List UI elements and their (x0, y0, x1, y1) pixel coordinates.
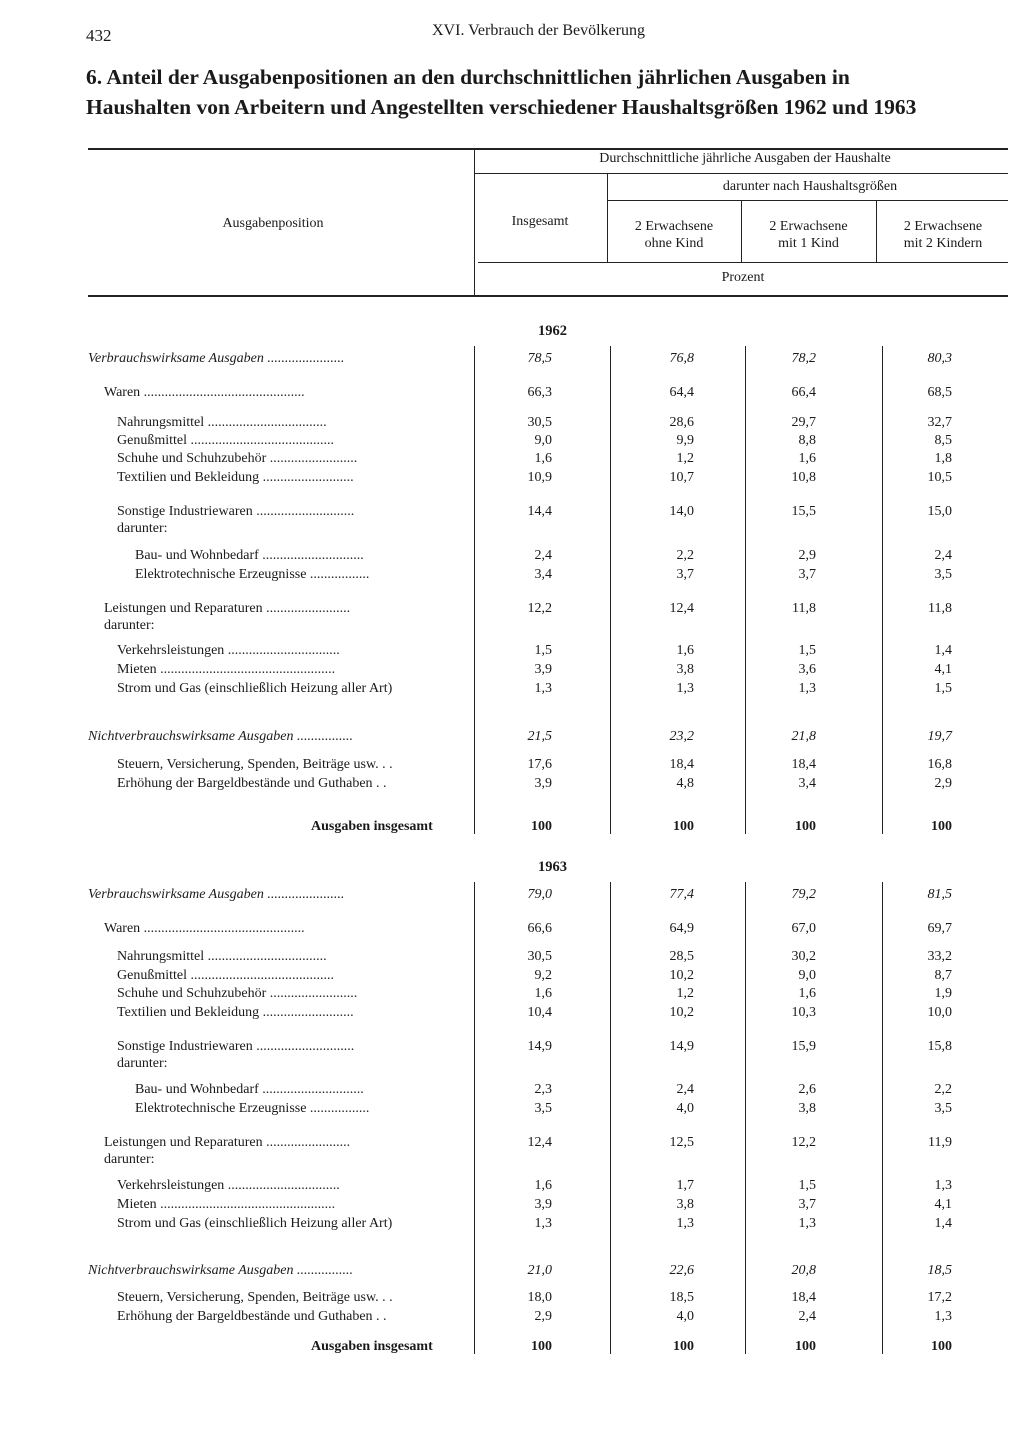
row-label: Nichtverbrauchswirksame Ausgaben ................ (88, 1263, 353, 1278)
row-value: 1,6 (534, 1178, 552, 1193)
row-label: Mieten .................................................. (117, 1197, 336, 1212)
row-value: 10,2 (669, 1005, 694, 1020)
table-row (86, 432, 986, 450)
table-row (86, 642, 986, 660)
table-row (86, 414, 986, 432)
group-header: Durchschnittliche jährliche Ausgaben der Haushalte (599, 151, 891, 166)
row-value: 12,2 (527, 601, 552, 616)
table-row (86, 775, 986, 793)
row-value: 4,0 (676, 1101, 694, 1116)
row-value: 76,8 (669, 351, 694, 366)
row-value: 2,9 (934, 776, 952, 791)
row-label: Strom und Gas (einschließlich Heizung aller Art) (117, 681, 393, 696)
row-value: 1,3 (534, 1216, 552, 1231)
size-b-column-rule (876, 200, 877, 262)
table-row (86, 520, 986, 538)
row-value: 79,2 (791, 887, 816, 902)
table-title (86, 62, 1016, 122)
row-value: 1,5 (798, 1178, 816, 1193)
row-value: 12,5 (669, 1135, 694, 1150)
row-value: 10,0 (927, 1005, 952, 1020)
row-value: 14,9 (669, 1039, 694, 1054)
row-value: 1,9 (934, 986, 952, 1001)
row-label: Waren .............................................. (104, 921, 305, 936)
row-value: 100 (673, 819, 694, 834)
row-value: 20,8 (791, 1263, 816, 1278)
row-value: 18,0 (527, 1290, 552, 1305)
row-value: 17,2 (927, 1290, 952, 1305)
unit-rule (478, 262, 1008, 263)
row-label: Bau- und Wohnbedarf ............................. (135, 1082, 364, 1097)
row-value: 9,9 (676, 433, 694, 448)
row-value: 100 (673, 1339, 694, 1354)
year-heading-1962: 1962 (538, 323, 567, 339)
row-value: 4,1 (934, 1197, 952, 1212)
row-value: 77,4 (669, 887, 694, 902)
row-value: 11,8 (792, 601, 816, 616)
row-value: 11,9 (928, 1135, 952, 1150)
size-b-header-line-2: mit 1 Kind (778, 236, 839, 251)
row-label: Elektrotechnische Erzeugnisse ................. (135, 1101, 370, 1116)
row-value: 3,5 (934, 1101, 952, 1116)
row-value: 1,3 (798, 681, 816, 696)
row-label: Genußmittel ......................................... (117, 968, 334, 983)
row-value: 2,9 (534, 1309, 552, 1324)
row-label: Verkehrsleistungen ................................ (117, 1178, 340, 1193)
row-value: 11,8 (928, 601, 952, 616)
row-value: 79,0 (527, 887, 552, 902)
row-value: 2,4 (798, 1309, 816, 1324)
row-value: 4,8 (676, 776, 694, 791)
row-value: 10,8 (791, 470, 816, 485)
row-value: 100 (795, 1339, 816, 1354)
header-bottom-rule (88, 295, 1008, 297)
row-value: 66,3 (527, 385, 552, 400)
table-row (86, 1100, 986, 1118)
table-row (86, 617, 986, 635)
row-value: 1,7 (676, 1178, 694, 1193)
row-value: 15,5 (791, 504, 816, 519)
row-value: 2,3 (534, 1082, 552, 1097)
row-value: 1,3 (676, 1216, 694, 1231)
row-label: Waren .............................................. (104, 385, 305, 400)
sizes-rule (608, 200, 1008, 201)
row-value: 1,3 (534, 681, 552, 696)
row-value: 66,6 (527, 921, 552, 936)
table-row (86, 1262, 986, 1280)
table-row (86, 661, 986, 679)
row-value: 3,5 (934, 567, 952, 582)
row-value: 1,3 (676, 681, 694, 696)
page-number: 432 (86, 26, 112, 45)
table-row (86, 1289, 986, 1307)
row-value: 2,4 (934, 548, 952, 563)
table-row (86, 728, 986, 746)
row-value: 100 (531, 819, 552, 834)
row-value: 2,2 (676, 548, 694, 563)
row-value: 30,5 (527, 949, 552, 964)
table-row (86, 680, 986, 698)
table-row (86, 948, 986, 966)
row-label: Schuhe und Schuhzubehör ......................... (117, 451, 358, 466)
row-label: Ausgaben insgesamt (311, 819, 433, 834)
table-row (86, 1038, 986, 1056)
row-value: 2,4 (534, 548, 552, 563)
row-label: darunter: (117, 521, 168, 536)
total-column-header: Insgesamt (511, 214, 569, 229)
row-label: Sonstige Industriewaren ............................ (117, 504, 355, 519)
row-value: 1,3 (934, 1178, 952, 1193)
row-value: 16,8 (927, 757, 952, 772)
row-value: 9,0 (798, 968, 816, 983)
row-value: 3,6 (798, 662, 816, 677)
table-row (86, 985, 986, 1003)
row-value: 1,8 (934, 451, 952, 466)
table-title-line-1: 6. Anteil der Ausgabenpositionen an den durchschnittlichen jährlichen Ausgaben in (86, 65, 850, 89)
row-label: Erhöhung der Bargeldbestände und Guthaben . . (117, 776, 387, 791)
row-value: 10,7 (669, 470, 694, 485)
table-row (86, 469, 986, 487)
table-row (86, 886, 986, 904)
row-value: 100 (931, 1339, 952, 1354)
row-value: 18,4 (791, 1290, 816, 1305)
table-row (86, 503, 986, 521)
row-value: 66,4 (791, 385, 816, 400)
table-row (86, 1151, 986, 1169)
row-label: Bau- und Wohnbedarf ............................. (135, 548, 364, 563)
row-value: 9,0 (534, 433, 552, 448)
table-row (86, 1081, 986, 1099)
row-value: 9,2 (534, 968, 552, 983)
row-label: darunter: (104, 1152, 155, 1167)
row-value: 2,2 (934, 1082, 952, 1097)
row-value: 3,4 (798, 776, 816, 791)
row-value: 3,8 (676, 662, 694, 677)
row-label: Nahrungsmittel .................................. (117, 415, 327, 430)
row-label: Nichtverbrauchswirksame Ausgaben ................ (88, 729, 353, 744)
row-label: Strom und Gas (einschließlich Heizung aller Art) (117, 1216, 393, 1231)
row-value: 3,9 (534, 776, 552, 791)
table-row (86, 818, 986, 836)
table-row (86, 756, 986, 774)
row-value: 18,4 (791, 757, 816, 772)
row-value: 8,8 (798, 433, 816, 448)
year-heading-1963: 1963 (538, 859, 567, 875)
table-row (86, 1196, 986, 1214)
row-value: 14,0 (669, 504, 694, 519)
table-row (86, 1134, 986, 1152)
row-value: 15,9 (791, 1039, 816, 1054)
row-value: 10,2 (669, 968, 694, 983)
row-label: Verbrauchswirksame Ausgaben ...................... (88, 887, 345, 902)
row-value: 1,6 (676, 643, 694, 658)
row-value: 28,5 (669, 949, 694, 964)
row-label: darunter: (104, 618, 155, 633)
size-b-header-line-1: 2 Erwachsene (769, 219, 848, 234)
size-a-column-rule (741, 200, 742, 262)
table-row (86, 967, 986, 985)
running-head: XVI. Verbrauch der Bevölkerung (432, 22, 645, 39)
table-row (86, 920, 986, 938)
row-value: 80,3 (927, 351, 952, 366)
row-label: Elektrotechnische Erzeugnisse ................. (135, 567, 370, 582)
row-label: Steuern, Versicherung, Spenden, Beiträge usw. . . (117, 757, 393, 772)
table-row (86, 450, 986, 468)
row-value: 1,4 (934, 1216, 952, 1231)
row-value: 19,7 (927, 729, 952, 744)
row-label: Sonstige Industriewaren ............................ (117, 1039, 355, 1054)
row-value: 100 (795, 819, 816, 834)
size-c-column-header (880, 218, 1006, 252)
table-row (86, 547, 986, 565)
row-value: 30,5 (527, 415, 552, 430)
row-value: 22,6 (669, 1263, 694, 1278)
subgroup-rule (475, 173, 1008, 174)
row-value: 10,4 (527, 1005, 552, 1020)
row-value: 8,5 (934, 433, 952, 448)
row-value: 10,9 (527, 470, 552, 485)
row-value: 21,0 (527, 1263, 552, 1278)
row-label: Textilien und Bekleidung .......................... (117, 1005, 354, 1020)
row-value: 1,5 (798, 643, 816, 658)
row-value: 78,5 (527, 351, 552, 366)
row-value: 3,9 (534, 1197, 552, 1212)
table-row (86, 566, 986, 584)
row-value: 12,4 (669, 601, 694, 616)
row-value: 3,8 (676, 1197, 694, 1212)
row-value: 4,1 (934, 662, 952, 677)
row-label: darunter: (117, 1056, 168, 1071)
row-value: 18,5 (927, 1263, 952, 1278)
row-value: 12,2 (791, 1135, 816, 1150)
row-value: 15,0 (927, 504, 952, 519)
row-label: Leistungen und Reparaturen ........................ (104, 601, 351, 616)
size-a-header-line-2: ohne Kind (644, 236, 704, 251)
row-value: 1,2 (676, 986, 694, 1001)
stub-column-rule (474, 149, 475, 296)
unit-label: Prozent (721, 270, 765, 285)
row-value: 8,7 (934, 968, 952, 983)
row-value: 69,7 (927, 921, 952, 936)
row-value: 21,5 (527, 729, 552, 744)
row-value: 1,6 (798, 986, 816, 1001)
size-a-column-header (611, 218, 737, 252)
table-row (86, 1055, 986, 1073)
row-value: 10,3 (791, 1005, 816, 1020)
row-value: 64,9 (669, 921, 694, 936)
row-value: 64,4 (669, 385, 694, 400)
row-value: 28,6 (669, 415, 694, 430)
row-value: 3,7 (798, 1197, 816, 1212)
size-c-header-line-2: mit 2 Kindern (903, 236, 983, 251)
row-value: 1,3 (934, 1309, 952, 1324)
row-label: Nahrungsmittel .................................. (117, 949, 327, 964)
row-label: Schuhe und Schuhzubehör ......................... (117, 986, 358, 1001)
subgroup-header: darunter nach Haushaltsgrößen (722, 179, 898, 194)
row-value: 4,0 (676, 1309, 694, 1324)
row-value: 2,4 (676, 1082, 694, 1097)
row-value: 3,5 (534, 1101, 552, 1116)
row-value: 2,9 (798, 548, 816, 563)
table-row (86, 1215, 986, 1233)
row-label: Textilien und Bekleidung .......................... (117, 470, 354, 485)
table-row (86, 600, 986, 618)
row-value: 17,6 (527, 757, 552, 772)
row-value: 81,5 (927, 887, 952, 902)
row-label: Verkehrsleistungen ................................ (117, 643, 340, 658)
table-row (86, 350, 986, 368)
table-row (86, 1338, 986, 1356)
size-c-header-line-1: 2 Erwachsene (903, 219, 983, 234)
table-row (86, 1004, 986, 1022)
row-value: 1,5 (934, 681, 952, 696)
row-label: Mieten .................................................. (117, 662, 336, 677)
total-column-rule (607, 174, 608, 262)
row-label: Ausgaben insgesamt (311, 1339, 433, 1354)
row-value: 1,6 (534, 986, 552, 1001)
row-value: 14,9 (527, 1039, 552, 1054)
row-value: 1,6 (798, 451, 816, 466)
table-row (86, 1177, 986, 1195)
row-label: Erhöhung der Bargeldbestände und Guthaben . . (117, 1309, 387, 1324)
row-value: 3,4 (534, 567, 552, 582)
row-label: Genußmittel ......................................... (117, 433, 334, 448)
stub-header: Ausgabenposition (222, 216, 324, 231)
row-value: 21,8 (791, 729, 816, 744)
row-value: 67,0 (791, 921, 816, 936)
row-value: 18,4 (669, 757, 694, 772)
row-value: 23,2 (669, 729, 694, 744)
row-value: 1,3 (798, 1216, 816, 1231)
row-value: 100 (531, 1339, 552, 1354)
row-value: 18,5 (669, 1290, 694, 1305)
row-value: 29,7 (791, 415, 816, 430)
row-value: 15,8 (927, 1039, 952, 1054)
row-value: 32,7 (927, 415, 952, 430)
row-label: Leistungen und Reparaturen ........................ (104, 1135, 351, 1150)
row-value: 1,4 (934, 643, 952, 658)
row-value: 1,5 (534, 643, 552, 658)
row-value: 3,8 (798, 1101, 816, 1116)
table-title-line-2: Haushalten von Arbeitern und Angestellten verschiedener Haushaltsgrößen 1962 und 1963 (86, 95, 917, 119)
row-value: 33,2 (927, 949, 952, 964)
row-value: 68,5 (927, 385, 952, 400)
row-value: 14,4 (527, 504, 552, 519)
row-value: 10,5 (927, 470, 952, 485)
row-label: Verbrauchswirksame Ausgaben ...................... (88, 351, 345, 366)
table-row (86, 1308, 986, 1326)
row-value: 1,6 (534, 451, 552, 466)
row-value: 78,2 (791, 351, 816, 366)
size-b-column-header (745, 218, 872, 252)
row-value: 30,2 (791, 949, 816, 964)
row-value: 3,9 (534, 662, 552, 677)
row-value: 100 (931, 819, 952, 834)
row-label: Steuern, Versicherung, Spenden, Beiträge usw. . . (117, 1290, 393, 1305)
row-value: 3,7 (676, 567, 694, 582)
row-value: 2,6 (798, 1082, 816, 1097)
row-value: 1,2 (676, 451, 694, 466)
row-value: 3,7 (798, 567, 816, 582)
table-row (86, 384, 986, 402)
size-a-header-line-1: 2 Erwachsene (634, 219, 714, 234)
row-value: 12,4 (527, 1135, 552, 1150)
